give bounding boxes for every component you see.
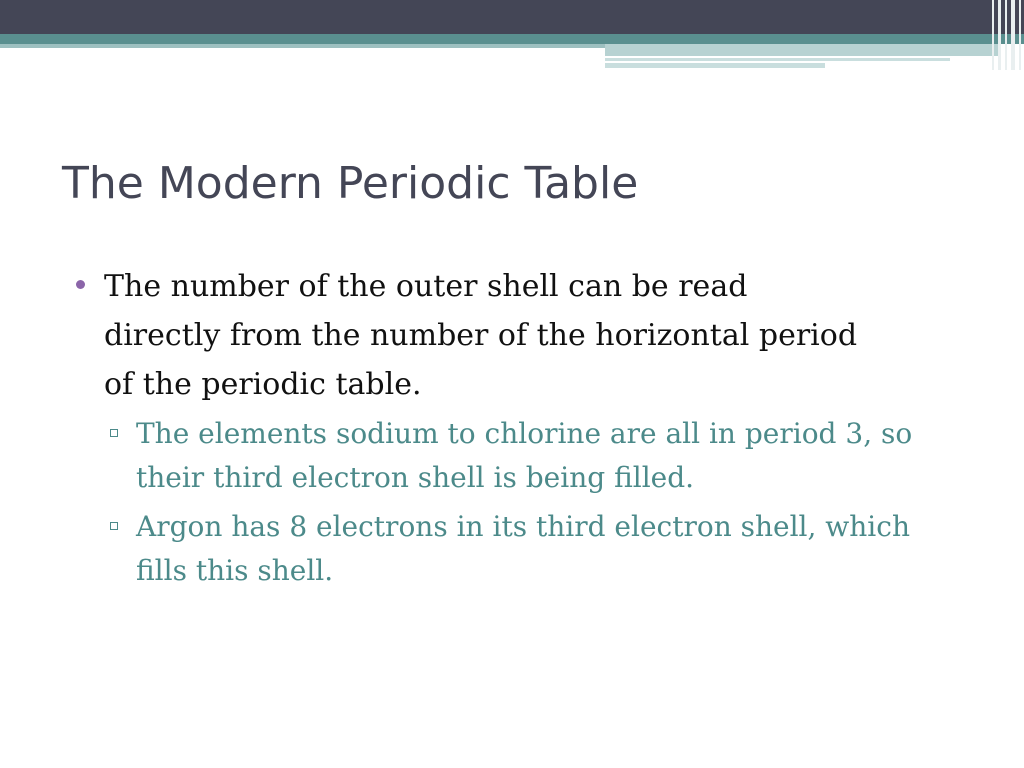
sub-bullet-item xyxy=(136,412,956,500)
sub-bullet-square-icon xyxy=(110,429,118,437)
sub-bullet-square-icon xyxy=(110,522,118,530)
bullet-item xyxy=(104,262,864,409)
header-vertical-lines xyxy=(978,0,1024,70)
sub-bullet-item xyxy=(136,505,956,593)
bullet-dot-icon xyxy=(76,280,85,289)
header-bar-light xyxy=(605,44,1000,56)
header-bar-light-thin xyxy=(605,58,950,61)
slide-body xyxy=(0,262,1024,593)
slide-title: The Modern Periodic Table xyxy=(62,158,639,209)
sub-bullet-text: Argon has 8 electrons in its third electron shell, which fills this shell. xyxy=(136,510,910,587)
header-bar-teal xyxy=(0,34,1024,44)
header-bar-light-short xyxy=(605,63,825,68)
header-bar-dark xyxy=(0,0,1024,34)
header-bar-teal-thin xyxy=(0,44,605,48)
bullet-text: The number of the outer shell can be read directly from the number of the horizontal period of the periodic table. xyxy=(104,269,858,402)
sub-bullet-text: The elements sodium to chlorine are all in period 3, so their third electron shell is being filled. xyxy=(136,417,913,494)
